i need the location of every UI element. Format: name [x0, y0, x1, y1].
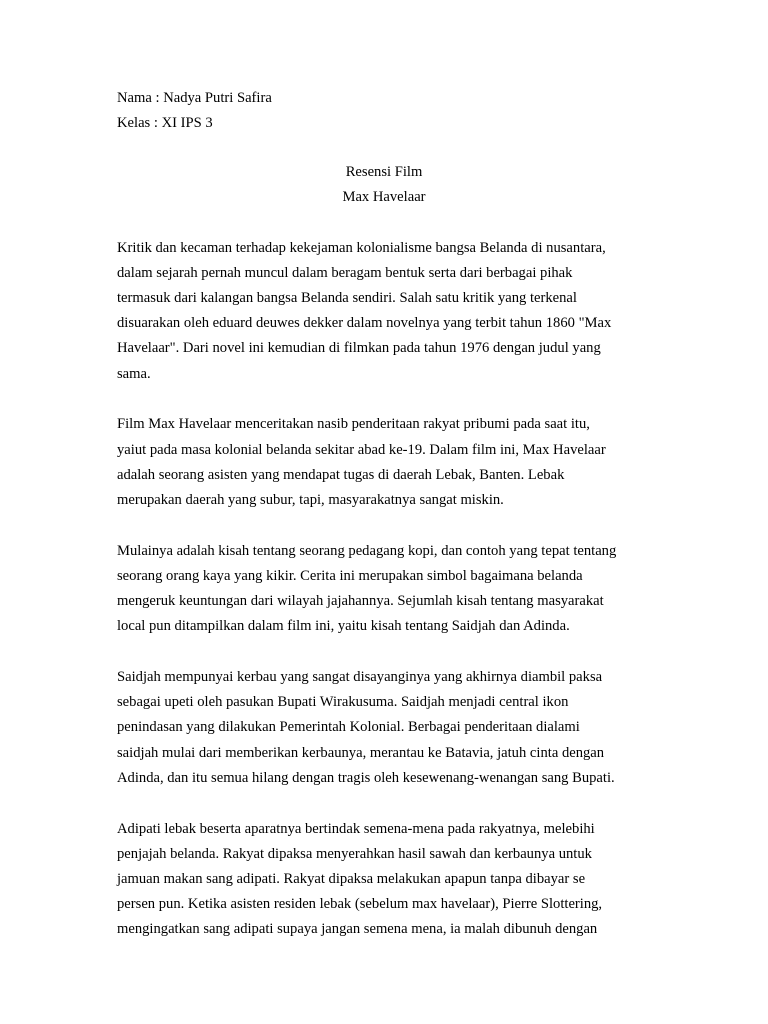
paragraph-line: penjajah belanda. Rakyat dipaksa menyerahkan hasil sawah dan kerbaunya untuk [117, 845, 592, 862]
paragraph [117, 412, 657, 513]
paragraph-line: Mulainya adalah kisah tentang seorang pedagang kopi, dan contoh yang tepat tentang [117, 542, 617, 559]
paragraph-line: merupakan daerah yang subur, tapi, masyarakatnya sangat miskin. [117, 491, 504, 508]
paragraph-line: Saidjah mempunyai kerbau yang sangat disayanginya yang akhirnya diambil paksa [117, 669, 603, 685]
paragraph-line: sama. [117, 365, 151, 382]
paragraph-line: penindasan yang dilakukan Pemerintah Kolonial. Berbagai penderitaan dialami [117, 719, 580, 736]
paragraph-line: Kritik dan kecaman terhadap kekejaman kolonialisme bangsa Belanda di nusantara, [117, 239, 606, 256]
author-info [117, 86, 657, 136]
body-text [117, 236, 657, 943]
paragraph [117, 236, 657, 387]
document-content [117, 86, 657, 942]
document-title [117, 160, 651, 210]
paragraph-line: seorang orang kaya yang kikir. Cerita ini merupakan simbol bagaimana belanda [117, 567, 583, 584]
author-name: Nama : Nadya Putri Safira [117, 90, 272, 106]
paragraph-line: saidjah mulai dari memberikan kerbaunya, merantau ke Batavia, jatuh cinta dengan [117, 744, 605, 761]
title-line-1: Resensi Film [345, 164, 423, 180]
paragraph-line: local pun ditampilkan dalam film ini, yaitu kisah tentang Saidjah dan Adinda. [117, 618, 570, 635]
paragraph-line: sebagai upeti oleh pasukan Bupati Wirakusuma. Saidjah menjadi central ikon [117, 694, 569, 711]
paragraph [117, 539, 657, 640]
paragraph-line: Adipati lebak beserta aparatnya bertindak semena-mena pada rakyatnya, melebihi [117, 820, 595, 837]
paragraph-line: dalam sejarah pernah muncul dalam beragam bentuk serta dari berbagai pihak [117, 264, 573, 281]
paragraph-line: Havelaar". Dari novel ini kemudian di filmkan pada tahun 1976 dengan judul yang [117, 340, 601, 357]
paragraph-line: mengingatkan sang adipati supaya jangan semena mena, ia malah dibunuh dengan [117, 921, 598, 938]
paragraph-line: persen pun. Ketika asisten residen lebak (sebelum max havelaar), Pierre Slottering, [117, 896, 603, 913]
paragraph-line: Film Max Havelaar menceritakan nasib penderitaan rakyat pribumi pada saat itu, [117, 416, 590, 433]
title-line-2: Max Havelaar [342, 189, 426, 205]
paragraph [117, 817, 657, 943]
author-class: Kelas : XI IPS 3 [117, 115, 213, 131]
paragraph-line: adalah seorang asisten yang mendapat tugas di daerah Lebak, Banten. Lebak [117, 466, 565, 483]
paragraph-line: jamuan makan sang adipati. Rakyat dipaksa melakukan apapun tanpa dibayar se [117, 870, 586, 887]
paragraph-line: disuarakan oleh eduard deuwes dekker dalam novelnya yang terbit tahun 1860 "Max [117, 315, 612, 332]
paragraph-line: Adinda, dan itu semua hilang dengan tragis oleh kesewenang-wenangan sang Bupati. [117, 769, 615, 786]
paragraph-line: yaiut pada masa kolonial belanda sekitar abad ke-19. Dalam film ini, Max Havelaar [117, 441, 606, 458]
paragraph [117, 665, 657, 791]
paragraph-line: termasuk dari kalangan bangsa Belanda sendiri. Salah satu kritik yang terkenal [117, 289, 577, 306]
paragraph-line: mengeruk keuntungan dari wilayah jajahannya. Sejumlah kisah tentang masyarakat [117, 593, 604, 610]
